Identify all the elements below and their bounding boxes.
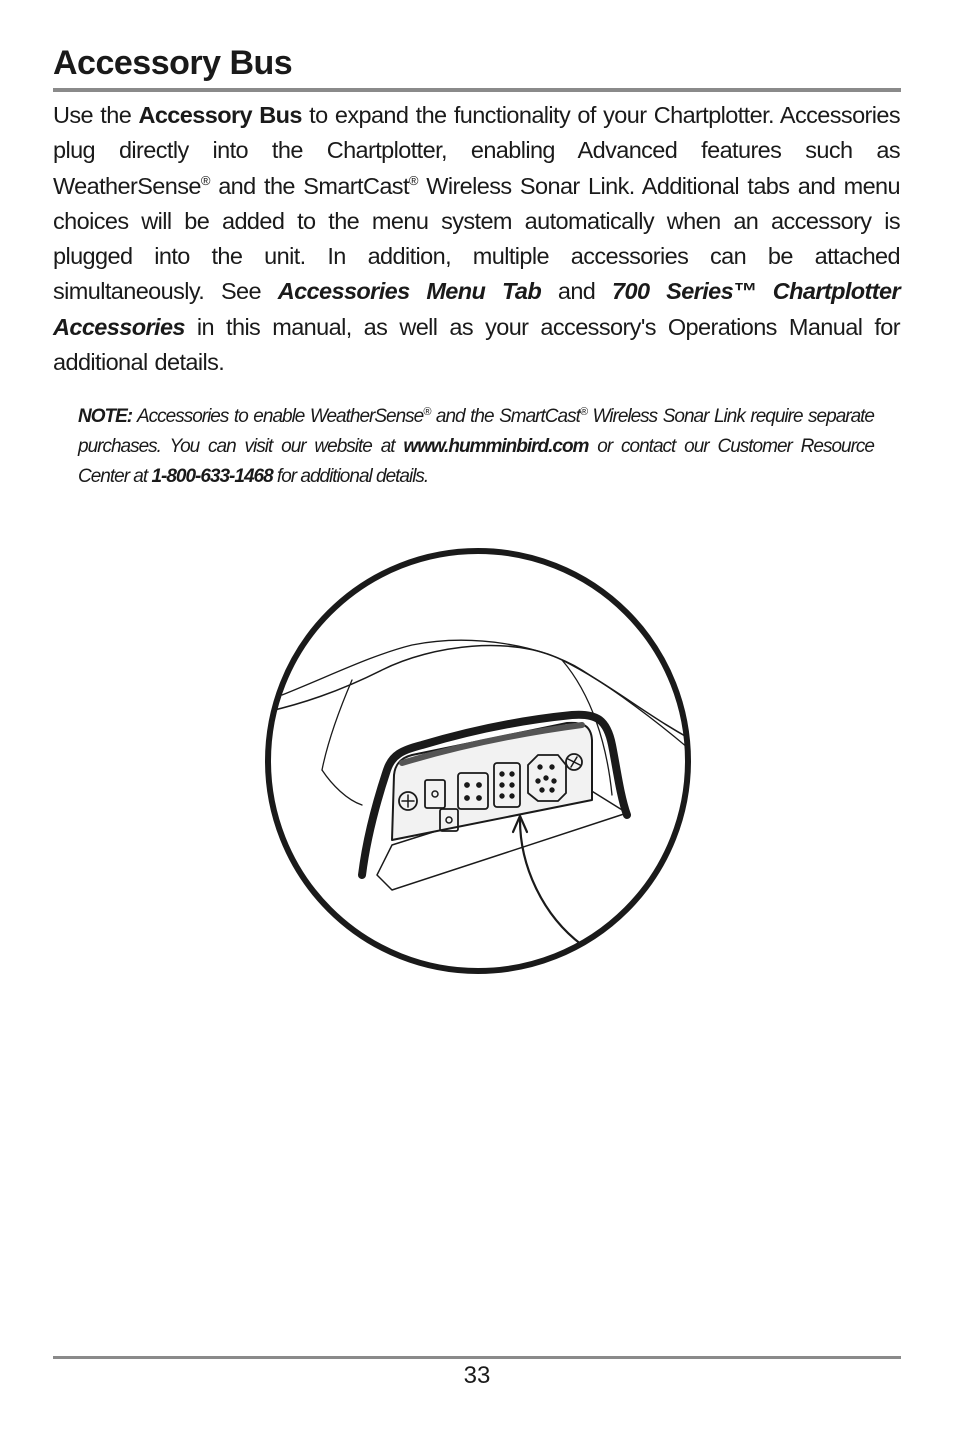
note-text-1: Accessories to enable WeatherSense	[132, 406, 424, 427]
registered-mark: ®	[200, 172, 210, 188]
intro-paragraph	[53, 98, 900, 380]
note-paragraph	[78, 402, 874, 492]
registered-mark: ®	[408, 172, 418, 188]
accessory-bus-term: Accessory Bus	[138, 102, 302, 128]
registered-mark: ®	[579, 406, 587, 418]
note-text-2: and the SmartCast	[430, 406, 580, 427]
intro-text-5: and	[541, 278, 612, 305]
note-text-3: Wireless Sonar Link require separate purchases. You can visit our website at	[78, 406, 874, 457]
note-label: NOTE:	[78, 406, 133, 427]
chartplotter-accessories-reference: 700 Series™ Chartplotter Accessories	[53, 278, 900, 340]
page-number: 33	[463, 1362, 491, 1389]
accessory-bus-connector-illustration	[262, 545, 694, 977]
note-text-4: or contact our Customer Resource Center at	[78, 436, 875, 487]
intro-text-4: Wireless Sonar Link. Additional tabs and menu choices will be added to the menu system automatically when an accessory is plugged into the unit. In addition, multiple accessories can be attached simultaneously. See	[53, 172, 900, 305]
intro-text-3: and the SmartCast	[209, 172, 409, 199]
accessories-menu-tab-reference: Accessories Menu Tab	[277, 278, 542, 305]
registered-mark: ®	[423, 406, 431, 418]
phone-number: 1-800-633-1468	[151, 466, 273, 487]
note-text-5: for additional details.	[272, 466, 429, 487]
website-link[interactable]: www.humminbird.com	[403, 436, 589, 457]
page-title: Accessory Bus	[53, 44, 293, 82]
intro-text-2: to expand the functionality of your Chartplotter. Accessories plug directly into the Chartplotter, enabling Advanced features such as WeatherSense	[53, 102, 901, 199]
footer-divider	[53, 1356, 901, 1359]
intro-text-1: Use the	[53, 102, 139, 128]
title-divider	[53, 88, 901, 92]
intro-text-6: in this manual, as well as your accessory's Operations Manual for additional details.	[53, 313, 900, 376]
